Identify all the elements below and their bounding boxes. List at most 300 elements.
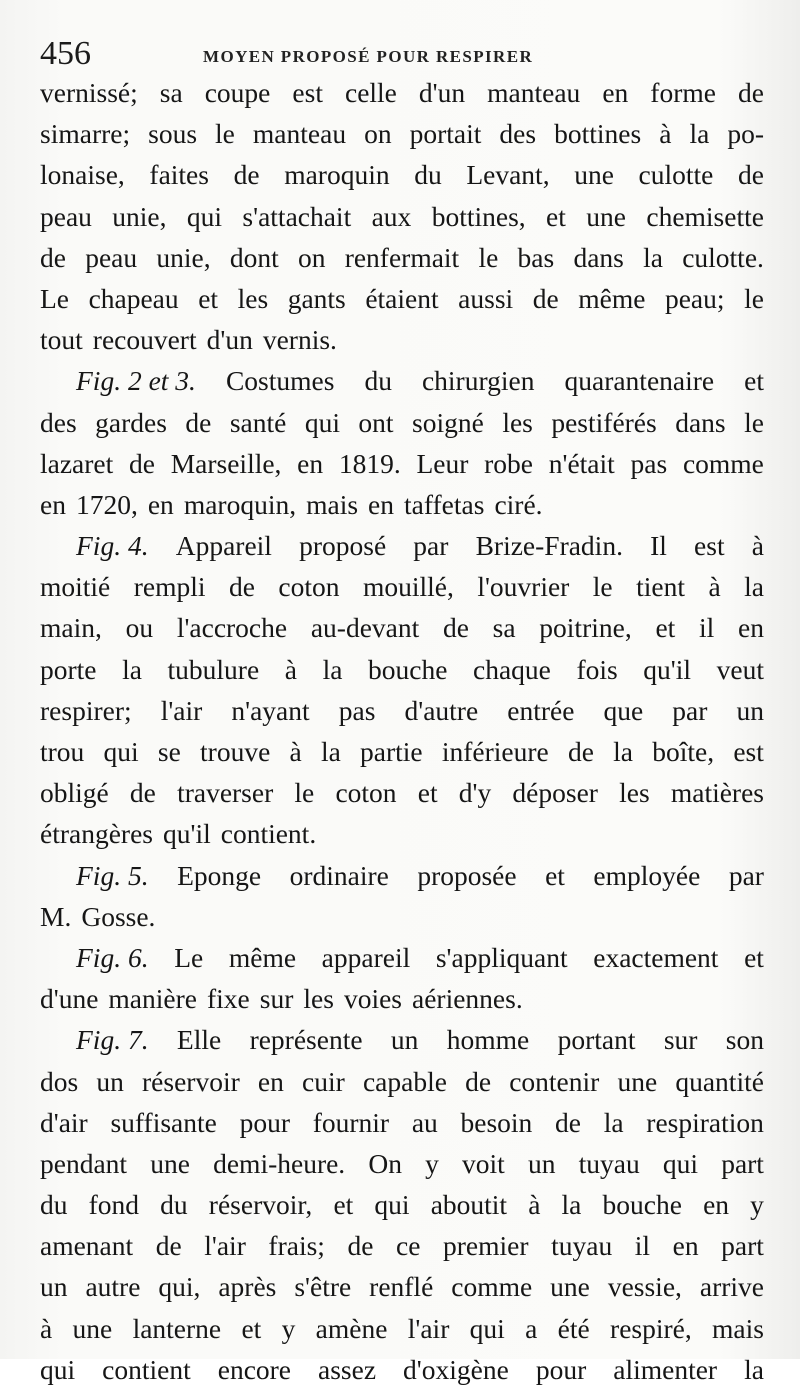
word: maroquin bbox=[284, 159, 390, 191]
word: n'était bbox=[548, 447, 615, 479]
word: voies bbox=[343, 983, 402, 1015]
word: qu'il bbox=[643, 653, 692, 685]
text-line bbox=[40, 855, 764, 896]
word: qui, bbox=[158, 1271, 201, 1303]
word: Elle bbox=[176, 1024, 222, 1056]
word: le bbox=[744, 406, 764, 438]
word: que bbox=[603, 694, 644, 726]
word: tuyau bbox=[551, 1230, 613, 1262]
word: 1819. bbox=[338, 447, 401, 479]
word: qui bbox=[186, 200, 223, 232]
text-line bbox=[40, 896, 764, 937]
word: de bbox=[465, 1065, 492, 1097]
word: la bbox=[320, 736, 341, 767]
word: quantité bbox=[675, 1065, 764, 1097]
word: celle bbox=[344, 77, 397, 108]
text-line bbox=[40, 484, 764, 525]
word: au bbox=[411, 1106, 438, 1138]
word: est bbox=[694, 530, 725, 562]
word: coton bbox=[278, 571, 340, 603]
figure-reference: Fig. 4. bbox=[76, 530, 149, 562]
word: renflé bbox=[369, 1271, 434, 1303]
word: de bbox=[442, 612, 469, 644]
word: coton bbox=[335, 777, 397, 809]
text-line bbox=[40, 154, 764, 195]
word: Brize-Fradin. bbox=[475, 530, 623, 562]
word: chapeau bbox=[88, 282, 179, 314]
word: pas bbox=[338, 694, 376, 726]
word: les bbox=[303, 983, 334, 1015]
word: un bbox=[736, 694, 764, 726]
word: Marseille, bbox=[170, 447, 282, 479]
word: et bbox=[744, 365, 764, 397]
word: chaque bbox=[473, 653, 551, 685]
word: il bbox=[634, 1230, 651, 1262]
word: à bbox=[659, 118, 672, 150]
word: qui bbox=[304, 406, 340, 438]
word: qui bbox=[40, 1353, 76, 1385]
word: gardes bbox=[95, 406, 167, 438]
word: bouche bbox=[602, 1189, 682, 1221]
word: fournir bbox=[312, 1106, 390, 1138]
word: mais bbox=[306, 488, 359, 520]
word: amenant bbox=[40, 1230, 134, 1262]
word: en bbox=[368, 488, 395, 520]
word: la bbox=[744, 1353, 764, 1385]
word: y bbox=[750, 1189, 764, 1221]
word: les bbox=[237, 282, 269, 314]
word: une bbox=[72, 1312, 113, 1344]
word: même bbox=[228, 941, 297, 973]
word: et bbox=[655, 612, 676, 644]
text-line bbox=[40, 196, 764, 237]
text-line bbox=[40, 1019, 764, 1060]
word: recouvert bbox=[92, 324, 197, 356]
word: manière bbox=[108, 983, 197, 1015]
word: la bbox=[613, 736, 633, 767]
word: porte bbox=[40, 653, 97, 685]
word: et bbox=[417, 777, 438, 809]
word: partie bbox=[360, 736, 423, 767]
word: main, bbox=[40, 612, 102, 644]
word: du bbox=[414, 159, 442, 191]
word: est bbox=[292, 77, 323, 108]
word: soigné bbox=[412, 406, 484, 438]
word: taffetas bbox=[404, 488, 485, 520]
word: chemisette bbox=[646, 200, 764, 232]
word: de bbox=[228, 571, 255, 603]
word: mais bbox=[712, 1312, 764, 1344]
word: vernissé; bbox=[40, 77, 138, 108]
word: le bbox=[294, 777, 315, 809]
word: d'y bbox=[458, 777, 492, 809]
word: aux bbox=[371, 200, 412, 232]
word: ordinaire bbox=[289, 859, 389, 891]
word: par bbox=[728, 859, 764, 891]
word: déposer bbox=[512, 777, 598, 809]
word: maroquin, bbox=[183, 488, 297, 520]
word: tuyau bbox=[578, 1147, 640, 1179]
word: de bbox=[233, 159, 260, 191]
word: part bbox=[721, 1147, 764, 1179]
word: d'autre bbox=[404, 694, 479, 726]
word: à bbox=[289, 736, 302, 767]
word: et bbox=[545, 859, 565, 891]
word: poitrine, bbox=[539, 612, 632, 644]
word: dont bbox=[229, 241, 279, 273]
word: qui bbox=[662, 1147, 699, 1179]
word: la bbox=[322, 653, 343, 685]
word: une bbox=[574, 159, 614, 191]
word: aboutit bbox=[430, 1189, 508, 1221]
word: lanterne bbox=[132, 1312, 222, 1344]
word: la bbox=[122, 653, 142, 685]
word: les bbox=[502, 406, 533, 438]
word: autre bbox=[85, 1271, 141, 1303]
word: qui bbox=[103, 736, 139, 767]
text-line bbox=[40, 1308, 764, 1349]
word: l'air bbox=[160, 694, 203, 726]
word: ce bbox=[396, 1230, 421, 1262]
word: l'ouvrier bbox=[477, 571, 570, 603]
word: pendant bbox=[40, 1147, 128, 1179]
text-line bbox=[40, 1266, 764, 1307]
word: po- bbox=[727, 118, 764, 150]
word: une bbox=[617, 1065, 658, 1097]
word: on bbox=[364, 118, 392, 150]
word: d'un bbox=[418, 77, 466, 108]
word: de bbox=[129, 447, 155, 479]
word: y bbox=[281, 1312, 296, 1344]
word: pestiférés bbox=[551, 406, 657, 438]
word: Eponge bbox=[177, 859, 262, 891]
word: une bbox=[150, 1147, 190, 1179]
word: suffisante bbox=[110, 1106, 217, 1138]
word: réservoir, bbox=[208, 1189, 313, 1221]
word: bottines bbox=[554, 118, 642, 150]
word: Gosse. bbox=[81, 900, 156, 932]
word: son bbox=[725, 1024, 764, 1056]
word: de bbox=[347, 1230, 374, 1262]
word: d'un bbox=[206, 324, 253, 356]
word: s'attachait bbox=[242, 200, 352, 232]
word: pour bbox=[535, 1353, 587, 1385]
word: la bbox=[744, 571, 764, 603]
text-line bbox=[40, 113, 764, 154]
text-line bbox=[40, 772, 764, 813]
word: 1720, bbox=[75, 488, 138, 520]
word: des bbox=[40, 406, 77, 438]
word: la bbox=[643, 241, 663, 273]
word: unie, bbox=[156, 241, 211, 273]
word: le bbox=[215, 118, 235, 150]
text-line bbox=[40, 278, 764, 319]
word: robe bbox=[484, 447, 534, 479]
word: d'oxigène bbox=[403, 1353, 509, 1385]
text-line bbox=[40, 813, 764, 854]
word: Appareil bbox=[175, 530, 272, 562]
word: à bbox=[284, 653, 297, 685]
word: vernis. bbox=[262, 324, 337, 356]
word: pas bbox=[630, 447, 668, 479]
text-line bbox=[40, 731, 764, 772]
figure-reference: Fig. 7. bbox=[76, 1024, 149, 1056]
word: un bbox=[40, 1271, 68, 1303]
word: ou bbox=[125, 612, 154, 644]
word: aériennes. bbox=[412, 983, 523, 1015]
word: On bbox=[368, 1147, 402, 1179]
word: Le bbox=[40, 282, 70, 314]
word: de bbox=[155, 1230, 182, 1262]
word: de bbox=[738, 159, 764, 191]
word: besoin bbox=[460, 1106, 533, 1138]
word: été bbox=[557, 1312, 590, 1344]
word: aussi bbox=[458, 282, 514, 314]
word: fixe bbox=[206, 983, 250, 1015]
word: trouve bbox=[200, 736, 271, 767]
word: exactement bbox=[593, 941, 719, 973]
word: réservoir bbox=[142, 1065, 240, 1097]
word: fond bbox=[88, 1189, 140, 1221]
text-line bbox=[40, 525, 764, 566]
text-line bbox=[40, 978, 764, 1019]
word: de bbox=[532, 282, 559, 314]
text-line bbox=[40, 360, 764, 401]
word: et bbox=[333, 1189, 354, 1221]
word: peau; bbox=[664, 282, 725, 314]
word: forme bbox=[650, 77, 716, 108]
word: n'ayant bbox=[231, 694, 310, 726]
word: voit bbox=[462, 1147, 505, 1179]
word: une bbox=[550, 1271, 590, 1303]
word: qu'il bbox=[162, 818, 211, 850]
word: en bbox=[672, 1230, 699, 1262]
word: il bbox=[699, 612, 715, 644]
word: étaient bbox=[365, 282, 439, 314]
word: du bbox=[160, 1189, 188, 1221]
word: quarantenaire bbox=[564, 365, 715, 397]
text-line bbox=[40, 1184, 764, 1225]
word: l'accroche bbox=[176, 612, 288, 644]
word: manteau bbox=[252, 118, 347, 150]
word: unie, bbox=[112, 200, 167, 232]
word: ont bbox=[358, 406, 394, 438]
word: les bbox=[619, 777, 650, 809]
word: ciré. bbox=[494, 488, 543, 520]
word: premier bbox=[443, 1230, 529, 1262]
word: appareil bbox=[321, 941, 411, 973]
word: rempli bbox=[133, 571, 206, 603]
word: comme bbox=[682, 447, 764, 479]
text-line bbox=[40, 690, 764, 731]
word: Costumes bbox=[225, 365, 335, 397]
word: une bbox=[586, 200, 626, 232]
text-line bbox=[40, 1061, 764, 1102]
word: mouillé, bbox=[362, 571, 454, 603]
word: qui bbox=[374, 1189, 410, 1221]
word: simarre; bbox=[40, 118, 131, 150]
word: la bbox=[561, 1189, 582, 1221]
word: en bbox=[738, 612, 764, 644]
word: capable bbox=[362, 1065, 447, 1097]
word: manteau bbox=[487, 77, 581, 108]
text-line bbox=[40, 1143, 764, 1184]
word: contient bbox=[102, 1353, 191, 1385]
word: en bbox=[40, 488, 66, 520]
word: contient. bbox=[220, 818, 317, 850]
word: y bbox=[425, 1147, 439, 1179]
word: employée bbox=[593, 859, 701, 891]
word: homme bbox=[446, 1024, 530, 1056]
word: du bbox=[364, 365, 392, 397]
word: en bbox=[297, 447, 324, 479]
word: respiré, bbox=[610, 1312, 692, 1344]
word: des bbox=[499, 118, 537, 150]
word: chirurgien bbox=[421, 365, 535, 397]
word: du bbox=[40, 1189, 68, 1221]
figure-reference: Fig. 5. bbox=[76, 859, 149, 891]
word: et bbox=[198, 282, 219, 314]
word: de bbox=[555, 1106, 581, 1138]
word: veut bbox=[716, 653, 764, 685]
word: portant bbox=[557, 1024, 636, 1056]
word: par bbox=[413, 530, 449, 562]
word: pour bbox=[239, 1106, 290, 1138]
word: dos bbox=[40, 1065, 79, 1097]
word: culotte bbox=[638, 159, 714, 191]
word: vessie, bbox=[607, 1271, 682, 1303]
text-line bbox=[40, 319, 764, 360]
word: demi-heure. bbox=[213, 1147, 346, 1179]
word: obligé bbox=[40, 777, 109, 809]
word: un bbox=[527, 1147, 556, 1179]
word: frais; bbox=[268, 1230, 325, 1262]
word: à bbox=[528, 1189, 541, 1221]
body-text bbox=[40, 72, 764, 1390]
word: inférieure bbox=[441, 736, 549, 767]
word: proposé bbox=[299, 530, 387, 562]
text-line bbox=[40, 937, 764, 978]
word: à bbox=[40, 1312, 53, 1344]
word: sa bbox=[159, 77, 183, 108]
word: de bbox=[129, 777, 156, 809]
text-line bbox=[40, 443, 764, 484]
word: faites bbox=[149, 159, 209, 191]
page-number: 456 bbox=[40, 35, 91, 72]
word: alimenter bbox=[613, 1353, 718, 1385]
text-line bbox=[40, 402, 764, 443]
word: tubulure bbox=[167, 653, 260, 685]
word: encore bbox=[217, 1353, 292, 1385]
word: le bbox=[478, 241, 499, 273]
word: moitié bbox=[40, 571, 111, 603]
word: se bbox=[157, 736, 181, 767]
word: de bbox=[40, 241, 66, 273]
text-line bbox=[40, 607, 764, 648]
word: lonaise, bbox=[40, 159, 125, 191]
word: boîte, bbox=[652, 736, 715, 767]
word: assez bbox=[318, 1353, 377, 1385]
text-line bbox=[40, 1349, 764, 1390]
word: un bbox=[390, 1024, 419, 1056]
word: sa bbox=[492, 612, 516, 644]
word: contenir bbox=[509, 1065, 600, 1097]
figure-reference: Fig. 2 et 3. bbox=[76, 365, 196, 397]
word: est bbox=[733, 736, 764, 767]
word: en bbox=[147, 488, 174, 520]
word: en bbox=[257, 1065, 284, 1097]
word: amène bbox=[315, 1312, 388, 1344]
figure-reference: Fig. 6. bbox=[76, 941, 149, 973]
word: peau bbox=[85, 241, 138, 273]
word: même bbox=[578, 282, 646, 314]
word: tient bbox=[636, 571, 685, 603]
word: Le bbox=[174, 941, 204, 973]
word: s'être bbox=[294, 1271, 352, 1303]
word: d'air bbox=[40, 1106, 88, 1138]
text-line bbox=[40, 649, 764, 690]
word: coupe bbox=[204, 77, 271, 108]
word: le bbox=[744, 282, 764, 314]
word: et bbox=[744, 941, 764, 973]
word: bottines, bbox=[431, 200, 526, 232]
running-head-title: MOYEN PROPOSÉ POUR RESPIRER bbox=[203, 47, 534, 66]
word: sous bbox=[148, 118, 198, 150]
word: santé bbox=[229, 406, 287, 438]
word: portait bbox=[409, 118, 482, 150]
word: fois bbox=[576, 653, 618, 685]
word: sur bbox=[259, 983, 294, 1015]
word: on bbox=[297, 241, 326, 273]
word: sur bbox=[663, 1024, 698, 1056]
text-line bbox=[40, 1225, 764, 1266]
word: au-devant bbox=[310, 612, 420, 644]
text-line bbox=[40, 72, 764, 113]
word: s'appliquant bbox=[435, 941, 568, 973]
word: qui bbox=[469, 1312, 505, 1344]
word: traverser bbox=[177, 777, 274, 809]
word: proposée bbox=[417, 859, 517, 891]
word: part bbox=[721, 1230, 764, 1262]
word: cuir bbox=[302, 1065, 345, 1097]
word: peau bbox=[40, 200, 92, 232]
word: renfermait bbox=[344, 241, 460, 273]
word: à bbox=[708, 571, 721, 603]
text-line bbox=[40, 566, 764, 607]
word: M. bbox=[40, 900, 72, 932]
word: l'air bbox=[407, 1312, 450, 1344]
word: d'une bbox=[40, 983, 99, 1015]
word: dans bbox=[675, 406, 726, 438]
word: représente bbox=[249, 1024, 363, 1056]
word: le bbox=[592, 571, 613, 603]
word: trou bbox=[40, 736, 85, 767]
word: de bbox=[185, 406, 212, 438]
text-line bbox=[40, 1102, 764, 1143]
word: tout bbox=[40, 324, 83, 356]
word: respiration bbox=[646, 1106, 764, 1138]
word: gants bbox=[287, 282, 346, 314]
word: Leur bbox=[416, 447, 469, 479]
word: Levant, bbox=[466, 159, 550, 191]
word: entrée bbox=[507, 694, 575, 726]
word: après bbox=[218, 1271, 277, 1303]
word: a bbox=[525, 1312, 538, 1344]
word: un bbox=[96, 1065, 124, 1097]
word: et bbox=[546, 200, 566, 232]
word: l'air bbox=[204, 1230, 246, 1262]
word: la bbox=[689, 118, 710, 150]
